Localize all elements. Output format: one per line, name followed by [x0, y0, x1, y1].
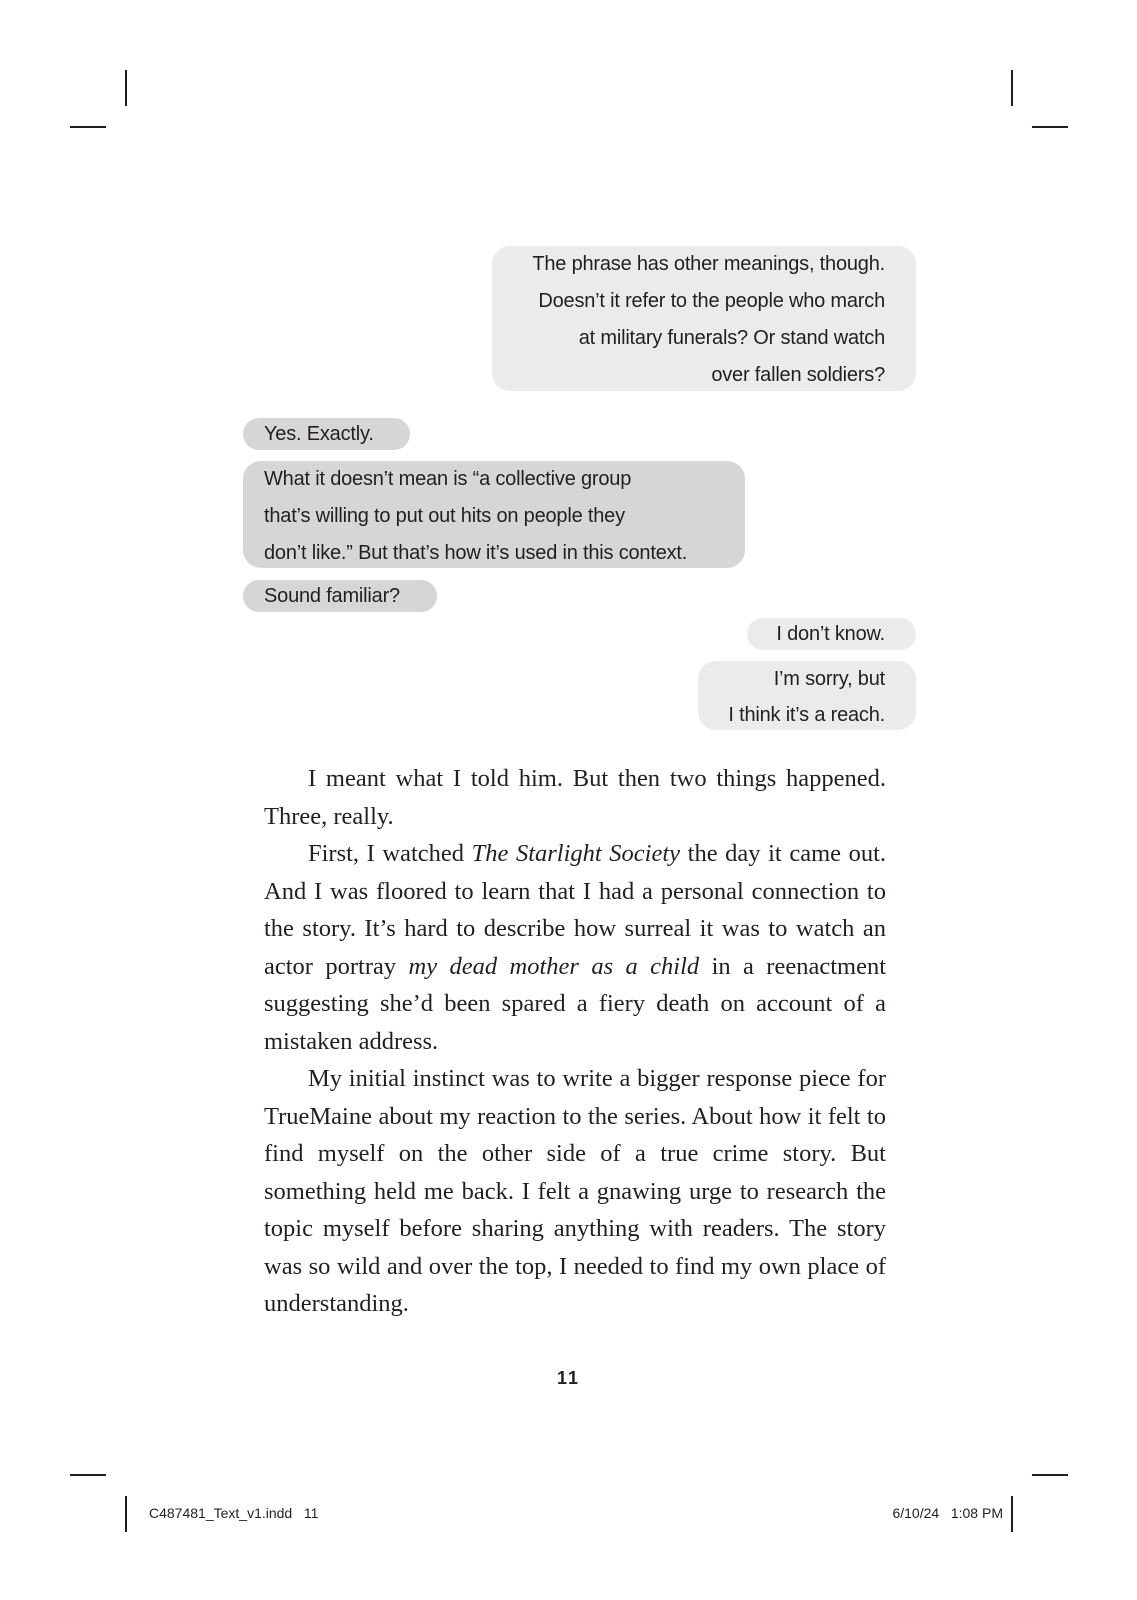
crop-mark-bottom-right-vertical: [1011, 1496, 1013, 1532]
message-line: I don’t know.: [776, 623, 885, 645]
message-bubble-received: [243, 418, 410, 450]
crop-mark-bottom-right-horizontal: [1032, 1474, 1068, 1476]
message-bubble-sent: [698, 661, 916, 730]
message-line: Sound familiar?: [264, 585, 400, 607]
crop-mark-bottom-left-horizontal: [70, 1474, 106, 1476]
page-number: 11: [556, 1368, 581, 1388]
paragraph: I meant what I told him. But then two things happened. Three, really.: [264, 765, 886, 830]
message-line: I’m sorry, but: [773, 668, 885, 690]
title-italic: The Starlight Society: [471, 840, 681, 867]
message-line: Doesn’t it refer to the people who march: [538, 290, 885, 312]
slug-date-info: 6/10/24 1:08 PM: [892, 1505, 1003, 1521]
message-line: I think it’s a reach.: [728, 704, 885, 726]
text-run: the day it came out. And I was floored to learn that I had a personal connection to the story. It’s hard to describe how surreal it was to watch an actor portray: [264, 840, 887, 980]
message-line: Yes. Exactly.: [264, 423, 374, 445]
message-line: that’s willing to put out hits on people they: [264, 505, 625, 527]
paragraph: [264, 835, 886, 1060]
crop-mark-bottom-left-vertical: [125, 1496, 127, 1532]
crop-mark-top-right-horizontal: [1032, 126, 1068, 128]
message-line: The phrase has other meanings, though.: [532, 253, 885, 275]
crop-mark-top-left-vertical: [125, 70, 127, 106]
message-line: What it doesn’t mean is “a collective group: [264, 468, 632, 490]
slug-file-info: C487481_Text_v1.indd 11: [149, 1505, 319, 1521]
body-text: [264, 760, 886, 1323]
message-bubble-sent: [747, 618, 916, 650]
message-line: over fallen soldiers?: [711, 364, 885, 386]
emphasis-italic: my dead mother as a child: [408, 952, 700, 980]
crop-mark-top-left-horizontal: [70, 126, 106, 128]
crop-mark-top-right-vertical: [1011, 70, 1013, 106]
text-run: First, I watched: [308, 840, 472, 867]
message-line: at military funerals? Or stand watch: [578, 327, 885, 349]
paragraph: My initial instinct was to write a bigger response piece for TrueMaine about my reaction to the series. About how it felt to find myself on the other side of a true crime story. But something held me back. I felt a gnawing urge to research the topic myself before sharing anything with readers. The story was so wild and over the top, I needed to find my own place of understanding.: [264, 1065, 886, 1317]
message-bubble-received: [243, 461, 745, 568]
message-bubble-received: [243, 580, 437, 612]
message-bubble-sent: [492, 246, 916, 391]
text-run: in a reenactment suggesting she’d been spared a fiery death on account of a mistaken address.: [264, 952, 887, 1055]
message-line: don’t like.” But that’s how it’s used in this context.: [264, 542, 688, 564]
